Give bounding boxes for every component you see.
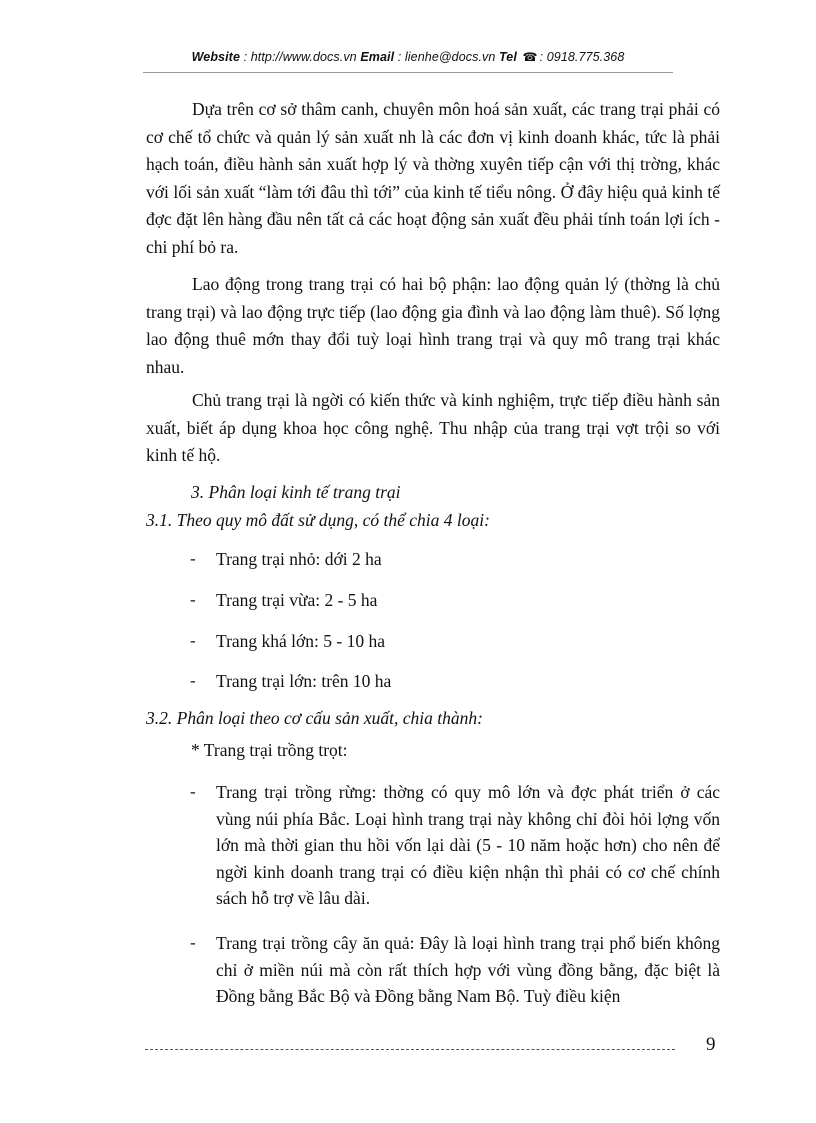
phone-icon: ☎ — [522, 50, 538, 64]
list-marker: - — [190, 549, 196, 568]
website-label: Website — [191, 50, 240, 64]
list-marker: - — [190, 933, 196, 952]
tel-label: Tel — [499, 50, 517, 64]
website-url: : http://www.docs.vn — [243, 50, 357, 64]
page-number: 9 — [706, 1034, 716, 1055]
tel-number: : 0918.775.368 — [539, 50, 625, 64]
document-page: Website : http://www.docs.vn Email : lienhe@docs.vn Tel ☎ : 0918.775.368 Dựa trên cơ sở thâm canh, chuyên môn hoá sản xuất, các trang trại phải có cơ chế tổ chức và quản lý sản xuất nh là các đơn vị kinh doanh khác, tức là phải hạch toán, điều hành sản xuất hợp lý và thờng xuyên tiếp cận với thị trờng, khác với lối sản xuất “làm tới đâu thì tới” của kinh tế tiểu nông. Ở đây hiệu quả kinh tế đợc đặt lên hàng đầu nên tất cả các hoạt động sản xuất đều phải tính toán lợi ích - chi phí bỏ ra. Lao động trong trang trại có hai bộ phận: lao động quản lý (thờng là chủ trang trại) và lao động trực tiếp (lao động gia đình và lao động làm thuê). Số lợng lao động thuê mớn thay đổi tuỳ loại hình trang trại và quy mô trang trại khác nhau. Chủ trang trại là ngời có kiến thức và kinh nghiệm, trực tiếp điều hành sản xuất, biết áp dụng khoa học công nghệ. Thu nhập của trang trại vợt trội so với kinh tế hộ. 3. Phân loại kinh tế trang trại 3.1. Theo quy mô đất sử dụng, có thể chia 4 loại: - Trang trại nhỏ: dới 2 ha - Trang trại vừa: 2 - 5 ha - Trang khá lớn: 5 - 10 ha - Trang trại lớn: trên 10 ha 3.2. Phân loại theo cơ cấu sản xuất, chia thành: * Trang trại trồng trọt: - Trang trại trồng rừng: thờng có quy mô lớn và đợc phát triển ở các vùng núi phía Bắc. Loại hình trang trại này không chỉ đòi hỏi lợng vốn lớn mà thời gian thu hồi vốn lại dài (5 - 10 năm hoặc hơn) cho nên để ngời kinh doanh trang trại có điều kiện nhận thì phải có cơ chế chính sách hỗ trợ về lâu dài. - Trang trại trồng cây ăn quả: Đây là loại hình trang trại phổ biến không chỉ ở miền núi mà còn rất thích hợp với vùng đồng bằng, đặc biệt là Đồng bằng Bắc Bộ và Đồng bằng Nam Bộ. Tuỳ điều kiện 9 — [0, 0, 816, 1123]
header-rule — [143, 72, 673, 73]
email-label: Email — [360, 50, 395, 64]
list-marker: - — [190, 590, 196, 609]
page-header — [0, 50, 816, 64]
list-marker: - — [190, 671, 196, 690]
paragraph-2: Lao động trong trang trại có hai bộ phận: lao động quản lý (thờng là chủ trang trại) và lao động trực tiếp (lao động gia đình và lao động làm thuê). Số lợng lao động thuê mớn thay đổi tuỳ loại hình trang trại và quy mô trang trại khác nhau. — [146, 274, 720, 377]
list-marker: - — [190, 782, 196, 801]
crop-farm-heading: * Trang trại trồng trọt: — [191, 740, 348, 760]
paragraph-3: Chủ trang trại là ngời có kiến thức và kinh nghiệm, trực tiếp điều hành sản xuất, biết áp dụng khoa học công nghệ. Thu nhập của trang trại vợt trội so với kinh tế hộ. — [146, 390, 720, 465]
subsection-heading-size: 3.1. Theo quy mô đất sử dụng, có thể chia 4 loại: — [146, 510, 490, 530]
email-address: : lienhe@docs.vn — [397, 50, 496, 64]
section-heading: 3. Phân loại kinh tế trang trại — [191, 482, 401, 502]
list-marker: - — [190, 631, 196, 650]
subsection-heading-structure: 3.2. Phân loại theo cơ cấu sản xuất, chia thành: — [146, 708, 483, 728]
footer-rule — [145, 1049, 675, 1050]
paragraph-1: Dựa trên cơ sở thâm canh, chuyên môn hoá sản xuất, các trang trại phải có cơ chế tổ chức và quản lý sản xuất nh là các đơn vị kinh doanh khác, tức là phải hạch toán, điều hành sản xuất hợp lý và thờng xuyên tiếp cận với thị trờng, khác với lối sản xuất “làm tới đâu thì tới” của kinh tế tiểu nông. Ở đây hiệu quả kinh tế đợc đặt lên hàng đầu nên tất cả các hoạt động sản xuất đều phải tính toán lợi ích - chi phí bỏ ra. — [146, 99, 720, 257]
